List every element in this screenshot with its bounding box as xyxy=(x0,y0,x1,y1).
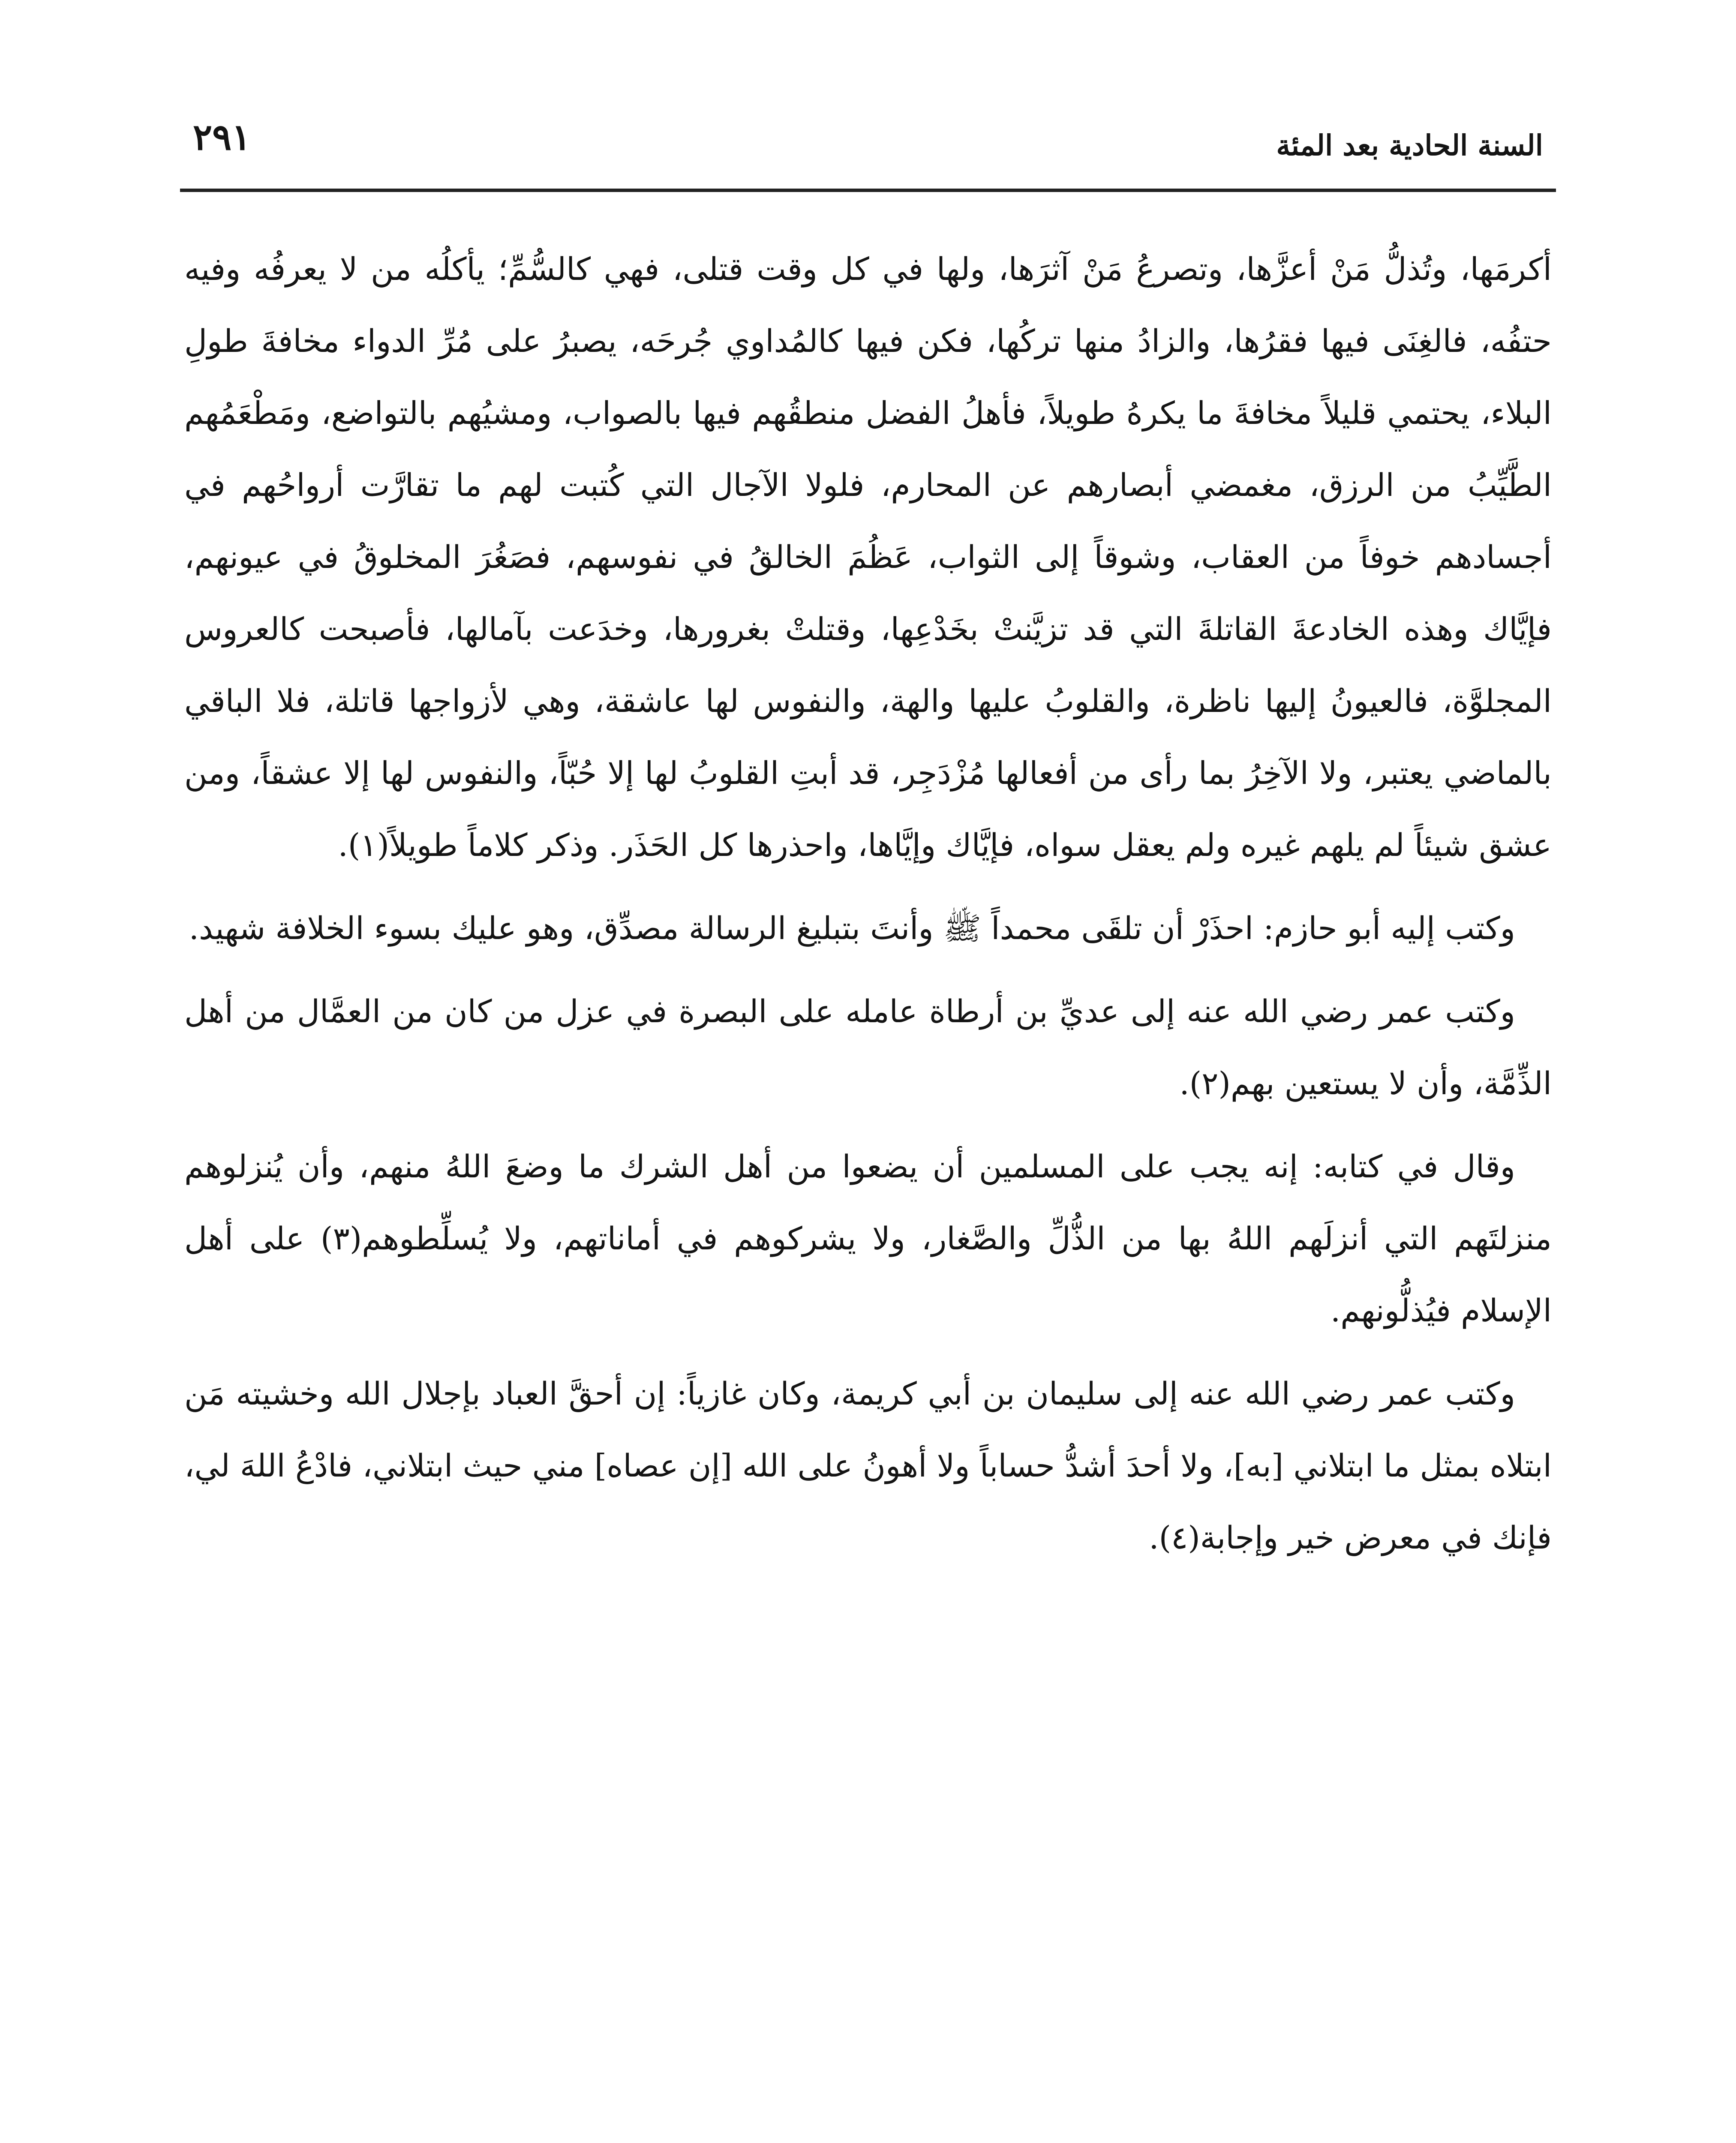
header-rule xyxy=(180,189,1556,192)
body-text xyxy=(184,234,1552,1585)
page-number: ٢٩١ xyxy=(193,116,251,158)
paragraph: وكتب إليه أبو حازم: احذَرْ أن تلقَى محمداً ﷺ وأنتَ بتبليغ الرسالة مصدِّق، وهو عليك بسوء الخلافة شهيد. xyxy=(189,910,1515,947)
paragraph: وقال في كتابه: إنه يجب على المسلمين أن يضعوا من أهل الشرك ما وضعَ اللهُ منهم، وأن يُنزلوهم منزلتَهم التي أنزلَهم اللهُ بها من الذُّلِّ والصَّغار، ولا يشركوهم في أماناتهم، ولا يُسلِّطوهم(٣) على أهل الإسلام فيُذلُّونهم. xyxy=(184,1149,1552,1329)
paragraph: وكتب عمر رضي الله عنه إلى عديِّ بن أرطاة عامله على البصرة في عزل من كان من العمَّال من أهل الذِّمَّة، وأن لا يستعين بهم(٢). xyxy=(184,993,1552,1102)
paragraph: وكتب عمر رضي الله عنه إلى سليمان بن أبي كريمة، وكان غازياً: إن أحقَّ العباد بإجلال الله وخشيته مَن ابتلاه بمثل ما ابتلاني [به]، ولا أحدَ أشدُّ حساباً ولا أهونُ على الله [إن عصاه] مني حيث ابتلاني، فادْعُ اللهَ لي، فإنك في معرض خير وإجابة(٤). xyxy=(184,1376,1552,1556)
running-title: السنة الحادية بعد المئة xyxy=(1276,129,1543,162)
paragraph: أكرمَها، وتُذلُّ مَنْ أعزَّها، وتصرعُ مَنْ آثرَها، ولها في كل وقت قتلى، فهي كالسُّمِّ؛ يأكلُه من لا يعرفُه وفيه حتفُه، فالغِنَى فيها فقرُها، والزادُ منها تركُها، فكن فيها كالمُداوي جُرحَه، يصبرُ على مُرِّ الدواء مخافةَ طولِ البلاء، يحتمي قليلاً مخافةَ ما يكرهُ طويلاً، فأهلُ الفضل منطقُهم فيها بالصواب، ومشيُهم بالتواضع، ومَطْعَمُهم الطَّيِّبُ من الرزق، مغمضي أبصارهم عن المحارم، فلولا الآجال التي كُتبت لهم ما تقارَّت أرواحُهم في أجسادهم خوفاً من العقاب، وشوقاً إلى الثواب، عَظُمَ الخالقُ في نفوسهم، فصَغُرَ المخلوقُ في عيونهم، فإيَّاك وهذه الخادعةَ القاتلةَ التي قد تزيَّنتْ بخَدْعِها، وقتلتْ بغرورها، وخدَعت بآمالها، فأصبحت كالعروس المجلوَّة، فالعيونُ إليها ناظرة، والقلوبُ عليها والهة، والنفوس لها عاشقة، وهي لأزواجها قاتلة، فلا الباقي بالماضي يعتبر، ولا الآخِرُ بما رأى من أفعالها مُزْدَجِر، قد أبتِ القلوبُ لها إلا حُبّاً، والنفوس لها إلا عشقاً، ومن عشق شيئاً لم يلهم غيره ولم يعقل سواه، فإيَّاك وإيَّاها، واحذرها كل الحَذَر. وذكر كلاماً طويلاً(١). xyxy=(184,251,1552,864)
